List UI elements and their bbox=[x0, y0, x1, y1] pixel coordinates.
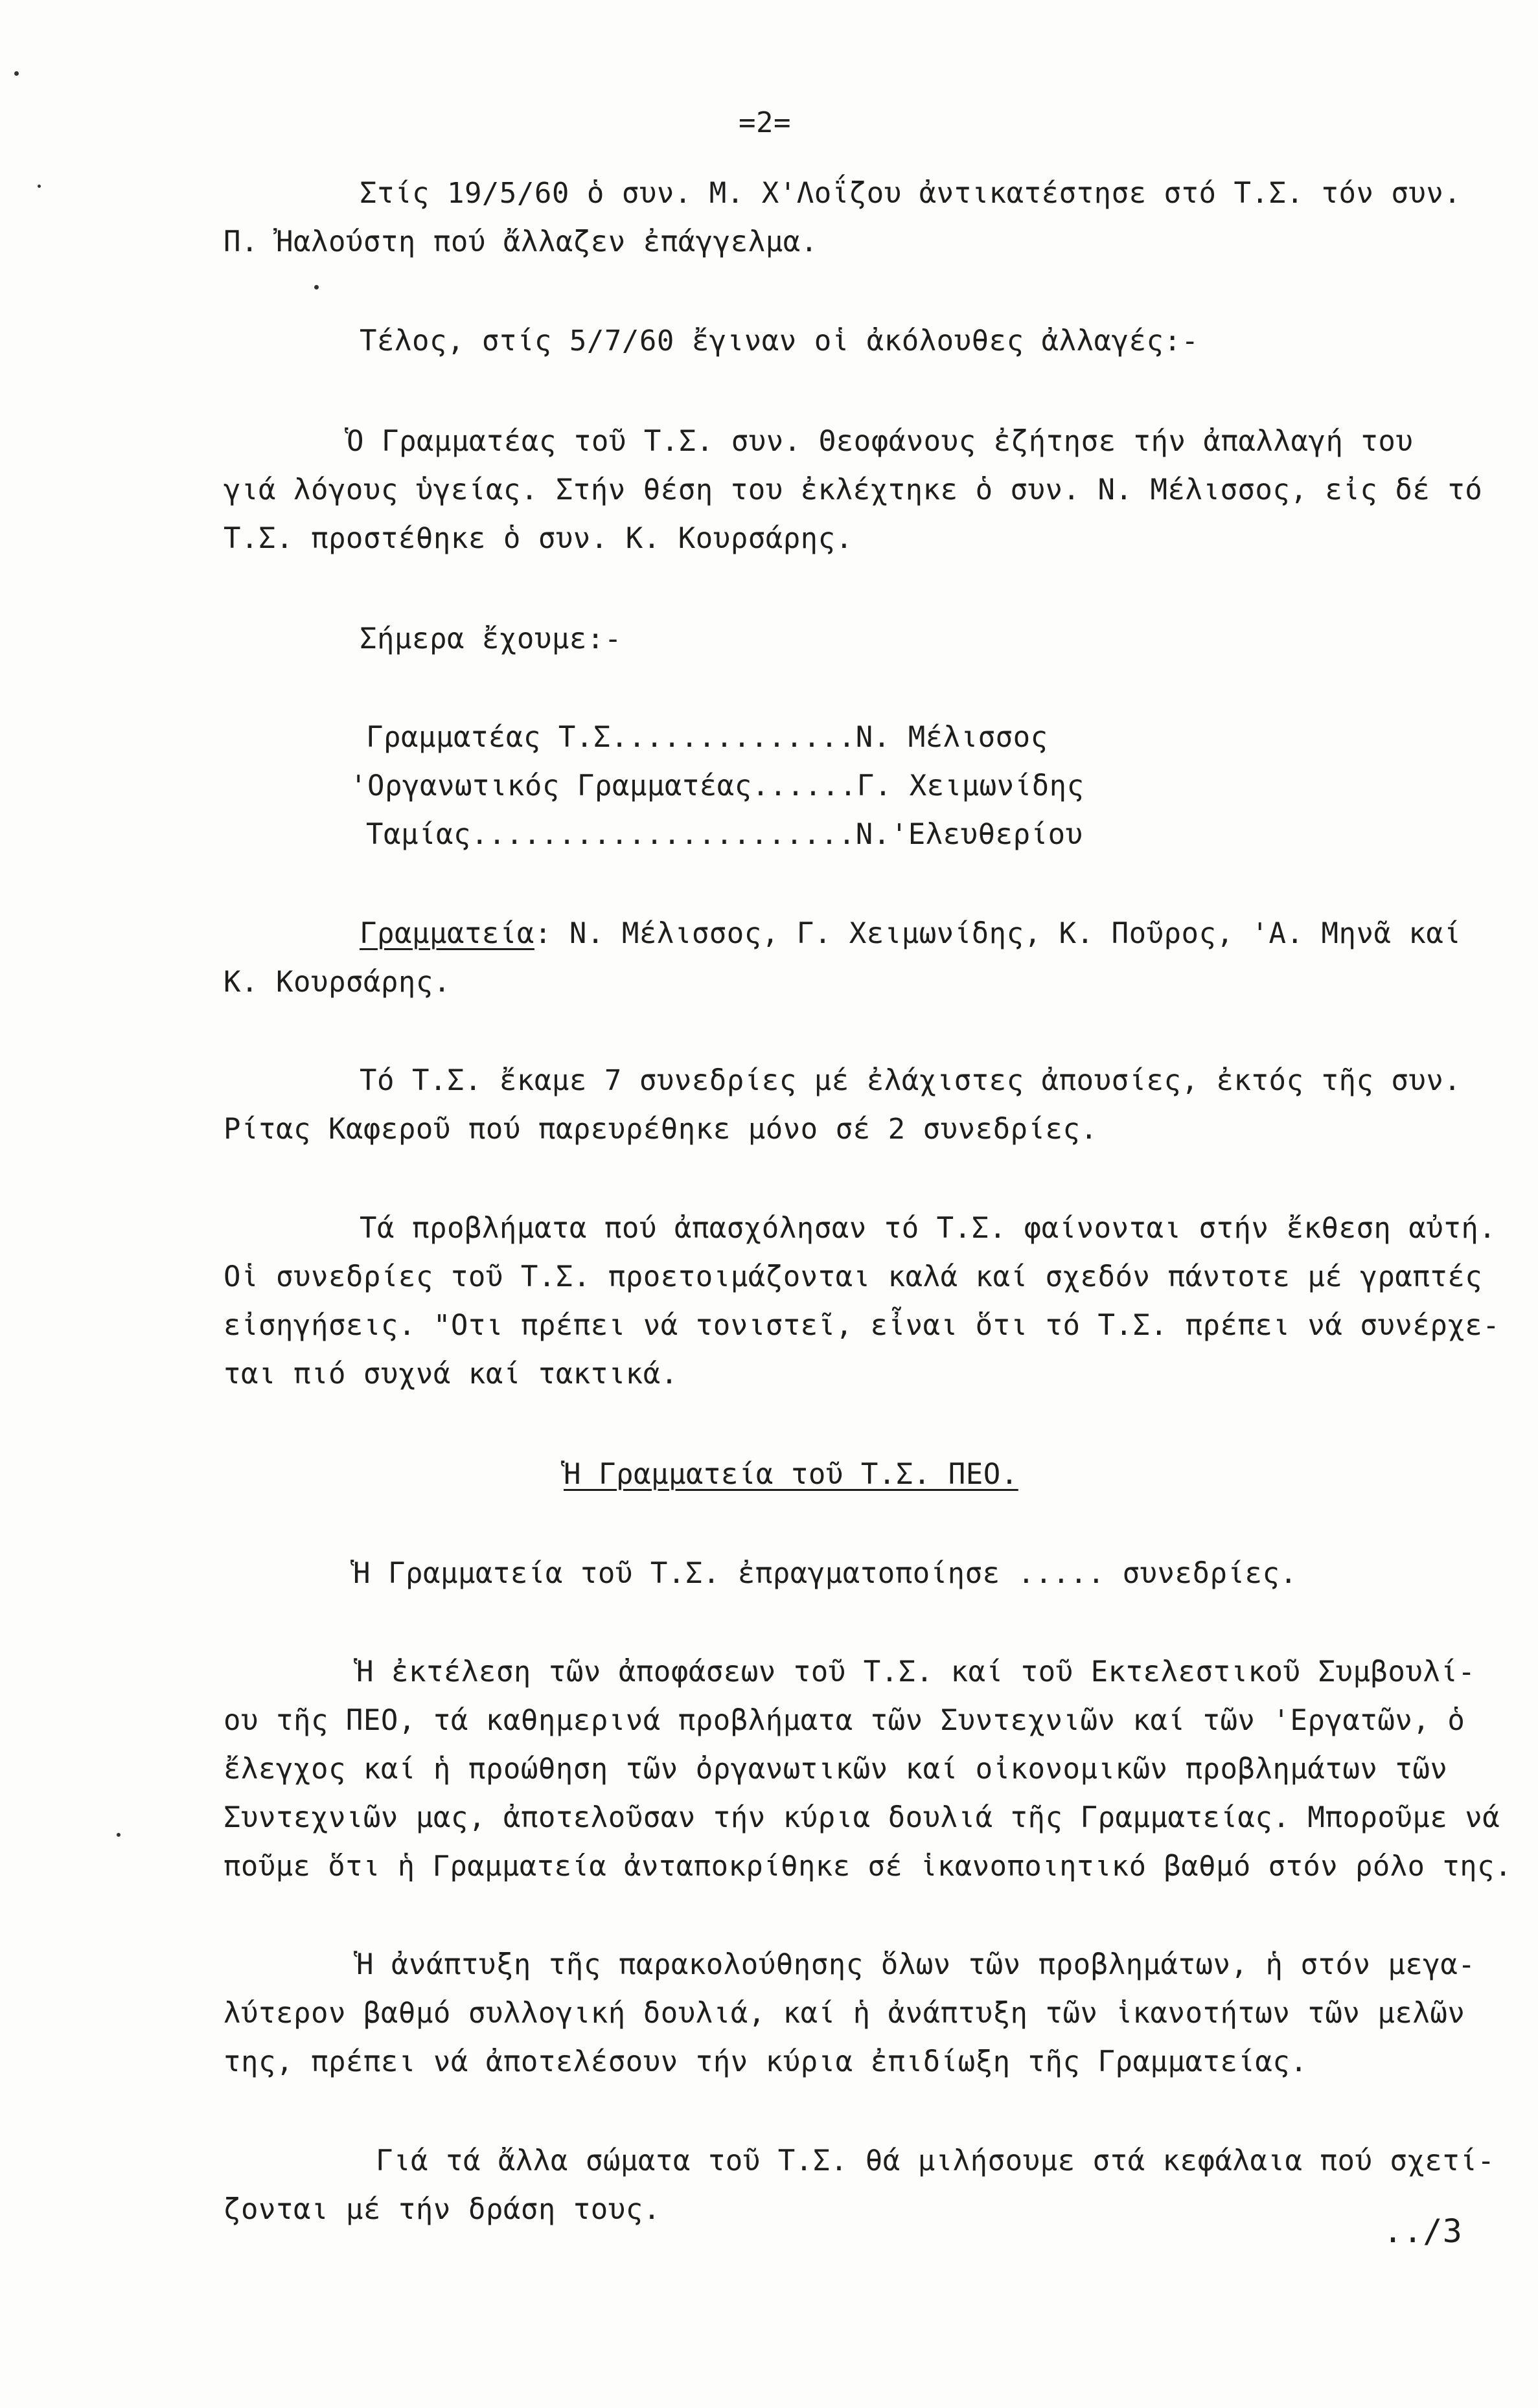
secretariat-line-1 bbox=[360, 917, 1462, 950]
scan-speck bbox=[14, 71, 19, 76]
paragraph-8-line-2: λύτερον βαθμό συλλογική δουλιά, καί ἡ ἀνάπτυξη τῶν ἱκανοτήτων τῶν μελῶν bbox=[224, 1997, 1465, 2030]
page-number: =2= bbox=[739, 106, 791, 139]
paragraph-3-line-2: γιά λόγους ὑγείας. Στήν θέση του ἐκλέχτηκε ὁ συν. Ν. Μέλισσος, εἰς δέ τό bbox=[224, 473, 1483, 506]
paragraph-5-line-1: Τά προβλήματα πού ἀπασχόλησαν τό Τ.Σ. φαίνονται στήν ἔκθεση αὐτή. bbox=[360, 1212, 1497, 1245]
scan-speck bbox=[38, 185, 41, 188]
paragraph-7-line-1: Ἡ ἐκτέλεση τῶν ἀποφάσεων τοῦ Τ.Σ. καί τοῦ Εκτελεστικοῦ Συμβουλί- bbox=[356, 1655, 1476, 1688]
paragraph-4-line-2: Ρίτας Καφεροῦ πού παρευρέθηκε μόνο σέ 2 συνεδρίες. bbox=[224, 1113, 1098, 1146]
secretariat-line-2: Κ. Κουρσάρης. bbox=[224, 966, 451, 999]
paragraph-3-line-1: Ὁ Γραμματέας τοῦ Τ.Σ. συν. Θεοφάνους ἐζήτησε τήν ἀπαλλαγή του bbox=[347, 425, 1414, 458]
scan-speck bbox=[314, 285, 319, 290]
roster-organizing-secretary: 'Οργανωτικός Γραμματέας......Γ. Χειμωνίδης bbox=[350, 769, 1085, 802]
paragraph-7-line-2: ου τῆς ΠΕΟ, τά καθημερινά προβλήματα τῶν Συντεχνιῶν καί τῶν 'Εργατῶν, ὁ bbox=[224, 1704, 1465, 1737]
paragraph-5-line-2: Οἱ συνεδρίες τοῦ Τ.Σ. προετοιμάζονται καλά καί σχεδόν πάντοτε μέ γραπτές bbox=[224, 1260, 1483, 1293]
paragraph-1-line-2: Π. Ἠαλούστη πού ἄλλαζεν ἐπάγγελμα. bbox=[224, 225, 818, 258]
scan-speck bbox=[117, 1833, 121, 1837]
paragraph-7-line-4: Συντεχνιῶν μας, ἀποτελοῦσαν τήν κύρια δουλιά τῆς Γραμματείας. Μποροῦμε νά bbox=[224, 1801, 1500, 1834]
paragraph-6-line-1: Ἡ Γραμματεία τοῦ Τ.Σ. ἐπραγματοποίησε ..... συνεδρίες. bbox=[353, 1557, 1298, 1590]
roster-secretary: Γραμματέας Τ.Σ..............Ν. Μέλισσος bbox=[366, 721, 1048, 754]
paragraph-8-line-3: της, πρέπει νά ἀποτελέσουν τήν κύρια ἐπιδίωξη τῆς Γραμματείας. bbox=[224, 2045, 1308, 2078]
paragraph-8-line-1: Ἡ ἀνάπτυξη τῆς παρακολούθησης ὅλων τῶν προβλημάτων, ἡ στόν μεγα- bbox=[356, 1948, 1476, 1981]
paragraph-5-line-4: ται πιό συχνά καί τακτικά. bbox=[224, 1357, 678, 1391]
paragraph-1-line-1: Στίς 19/5/60 ὁ συν. Μ. Χ'Λοΐζου ἀντικατέστησε στό Τ.Σ. τόν συν. bbox=[360, 177, 1462, 210]
paragraph-9-line-2: ζονται μέ τήν δράση τους. bbox=[224, 2193, 661, 2226]
secretariat-members: : Ν. Μέλισσος, Γ. Χειμωνίδης, Κ. Ποῦρος, 'Α. Μηνᾶ καί bbox=[534, 917, 1462, 950]
secretariat-label: Γραμματεία bbox=[360, 917, 534, 950]
paragraph-2-line-1: Τέλος, στίς 5/7/60 ἔγιναν οἱ ἀκόλουθες ἀλλαγές:- bbox=[360, 324, 1199, 358]
section-heading: Ἡ Γραμματεία τοῦ Τ.Σ. ΠΕΟ. bbox=[564, 1458, 1018, 1491]
today-heading: Σήμερα ἔχουμε:- bbox=[360, 622, 622, 655]
paragraph-3-line-3: Τ.Σ. προστέθηκε ὁ συν. Κ. Κουρσάρης. bbox=[224, 522, 853, 555]
continuation-marker: ../3 bbox=[1383, 2212, 1463, 2250]
roster-treasurer: Ταμίας......................Ν.'Ελευθερίου bbox=[366, 818, 1083, 851]
paragraph-5-line-3: εἰσηγήσεις. "Οτι πρέπει νά τονιστεῖ, εἶναι ὅτι τό Τ.Σ. πρέπει νά συνέρχε- bbox=[224, 1309, 1500, 1342]
paragraph-9-line-1: Γιά τά ἄλλα σώματα τοῦ Τ.Σ. θά μιλήσουμε στά κεφάλαια πού σχετί- bbox=[376, 2144, 1495, 2177]
paragraph-7-line-5: ποῦμε ὅτι ἡ Γραμματεία ἀνταποκρίθηκε σέ ἱκανοποιητικό βαθμό στόν ρόλο της. bbox=[224, 1850, 1512, 1883]
paragraph-4-line-1: Τό Τ.Σ. ἔκαμε 7 συνεδρίες μέ ἐλάχιστες ἀπουσίες, ἐκτός τῆς συν. bbox=[360, 1064, 1462, 1097]
paragraph-7-line-3: ἔλεγχος καί ἡ προώθηση τῶν ὀργανωτικῶν καί οἰκονομικῶν προβλημάτων τῶν bbox=[224, 1753, 1448, 1786]
